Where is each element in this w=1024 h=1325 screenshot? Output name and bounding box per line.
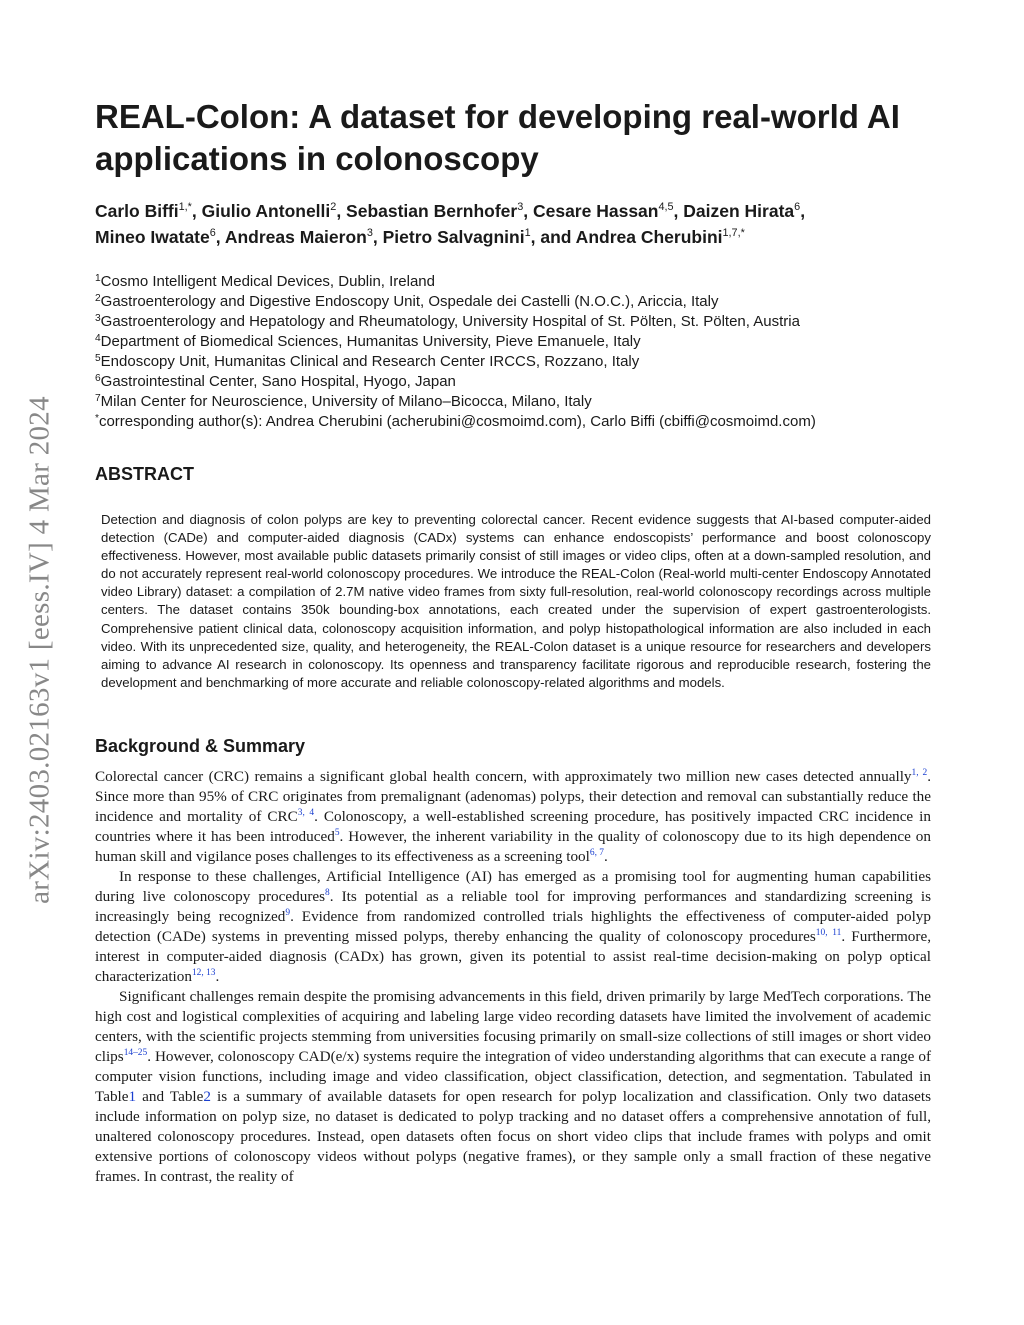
author [683, 201, 805, 221]
paragraph-text: Colorectal cancer (CRC) remains a significant global health concern, with approximately two million new cases detected annually [95, 767, 912, 785]
author-separator: , [336, 201, 347, 221]
affiliation-text: Gastroenterology and Hepatology and Rheumatology, University Hospital of St. Pölten, St. Pölten, Austria [100, 313, 800, 330]
paragraph-text: In response to these challenges, Artificial Intelligence (AI) has emerged as a promising tool for augmenting human capabilities during live colonoscopy procedures [95, 867, 931, 905]
affiliation-mark: 2 [95, 292, 101, 304]
affiliation-mark: 1 [95, 272, 101, 284]
affiliation-text: corresponding author(s): Andrea Cherubini (acherubini@cosmoimd.com), Carlo Biffi (cbiffi@cosmoimd.com) [98, 413, 816, 430]
paragraph-text: and Table [136, 1087, 204, 1105]
author-affil-mark: 1,* [178, 201, 192, 214]
affiliation-mark: 7 [95, 392, 101, 404]
paper-page [95, 96, 931, 1187]
author-name: Sebastian Bernhofer [346, 201, 518, 221]
author-name: Daizen Hirata [683, 201, 795, 221]
author-affil-mark: 3 [366, 227, 373, 240]
abstract-heading: ABSTRACT [95, 464, 194, 484]
author-affil-mark: 3 [517, 201, 524, 214]
citation-link[interactable]: 1, 2 [911, 767, 928, 778]
author-affil-mark: 6 [209, 227, 216, 240]
author-separator: , [372, 227, 383, 247]
author-name: Pietro Salvagnini [382, 227, 525, 247]
citation-link[interactable]: 14–25 [123, 1047, 148, 1058]
author-name: Giulio Antonelli [201, 201, 331, 221]
author-separator: , [523, 201, 533, 221]
author-separator: , [215, 227, 225, 247]
arxiv-sidebar [10, 330, 70, 970]
table-reference-link[interactable]: 1 [128, 1087, 137, 1105]
author [95, 201, 202, 221]
author-name: Mineo Iwatate [95, 227, 210, 247]
author-name: Andreas Maieron [224, 227, 367, 247]
body-paragraph [95, 867, 931, 987]
author-affil-mark: 4,5 [658, 201, 674, 214]
author-name: Carlo Biffi [95, 201, 179, 221]
citation-link[interactable]: 3, 4 [297, 807, 315, 818]
paragraph-text: . Its potential as a reliable tool for improving performances and standardizing screening is increasingly being recognized [95, 887, 931, 925]
body-paragraph [95, 987, 931, 1187]
author-name: Cesare Hassan [532, 201, 659, 221]
affiliation [95, 412, 931, 432]
author [202, 201, 346, 221]
affiliation-text: Gastroenterology and Digestive Endoscopy Unit, Ospedale dei Castelli (N.O.C.), Ariccia, Italy [100, 293, 719, 310]
author-separator: , [530, 227, 541, 247]
citation-link[interactable]: 6, 7 [589, 847, 604, 858]
paragraph-text: . However, colonoscopy CAD(e/x) systems require the integration of video understanding algorithms that can execute a range of computer vision functions, including image and video classification, object classification, detection, and segmentation. Tabulated in Table [95, 1047, 931, 1105]
author [383, 227, 541, 247]
affiliation [95, 352, 931, 372]
author [346, 201, 533, 221]
author-affil-mark: 6 [794, 201, 801, 214]
citation-link[interactable]: 10, 11 [815, 927, 842, 938]
author-affil-mark: 1 [524, 227, 531, 240]
paragraph-text: Significant challenges remain despite the promising advancements in this field, driven primarily by large MedTech corporations. The high cost and logistical complexities of acquiring and labeling large video recording datasets have limited the involvement of academic centers, with the scientific projects stemming from universities focusing primarily on small-size collections of still images or short video clips [95, 987, 931, 1065]
affiliation-mark: 4 [95, 332, 101, 344]
author-name: and Andrea Cherubini [540, 227, 723, 247]
paragraph-text: . Colonoscopy, a well-established screening procedure, has positively impacted CRC incidence in countries where it has been introduced [95, 807, 931, 845]
author-affil-mark: 2 [330, 201, 337, 214]
author [225, 227, 383, 247]
author-separator: , [673, 201, 684, 221]
author [95, 227, 225, 247]
paragraph-text: . However, the inherent variability in the quality of colonoscopy due to its high dependence on human skill and vigilance poses challenges to its effectiveness as a screening tool [95, 827, 931, 865]
author [533, 201, 683, 221]
paragraph-text: . Evidence from randomized controlled trials highlights the effectiveness of computer-aided polyp detection (CADe) systems in preventing missed polyps, thereby enhancing the quality of colonoscopy procedures [95, 907, 931, 945]
paper-title: REAL-Colon: A dataset for developing real-world AI applications in colonoscopy [95, 98, 900, 177]
arxiv-identifier: arXiv:2403.02163v1 [eess.IV] 4 Mar 2024 [23, 396, 56, 904]
author [540, 227, 744, 247]
affiliation-text: Cosmo Intelligent Medical Devices, Dublin, Ireland [100, 273, 435, 290]
affiliation-list [95, 272, 931, 432]
paragraph-text: . [603, 847, 608, 865]
affiliation-text: Milan Center for Neuroscience, University of Milano–Bicocca, Milano, Italy [100, 393, 592, 410]
paragraph-text: . Furthermore, interest in computer-aided diagnosis (CADx) has grown, given its potential to assist real-time decision-making on polyp optical characterization [95, 927, 931, 985]
affiliation-text: Endoscopy Unit, Humanitas Clinical and Research Center IRCCS, Rozzano, Italy [100, 353, 640, 370]
affiliation-text: Gastrointestinal Center, Sano Hospital, Hyogo, Japan [100, 373, 456, 390]
affiliation [95, 392, 931, 412]
paragraph-text: is a summary of available datasets for open research for polyp localization and classification. Only two datasets include information on polyp size, no dataset is dedicated to polyp tracking and no dataset offers a comprehensive annotation of full, unaltered colonoscopy procedures. Instead, open datasets often focus on short video clips that include frames with polyps and omit extensive portions of colonoscopy videos without polyps (negative frames), or they sample only a small fraction of these negative frames. In contrast, the reality of [95, 1087, 931, 1185]
affiliation [95, 372, 931, 392]
author-separator: , [191, 201, 202, 221]
affiliation-mark: 6 [95, 372, 101, 384]
affiliation-mark: 3 [95, 312, 101, 324]
paragraph-text: . Since more than 95% of CRC originates from premalignant (adenomas) polyps, their detection and removal can substantially reduce the incidence and mortality of CRC [95, 767, 931, 825]
affiliation-text: Department of Biomedical Sciences, Humanitas University, Pieve Emanuele, Italy [100, 333, 641, 350]
body-paragraph [95, 767, 931, 867]
citation-link[interactable]: 9 [285, 907, 291, 918]
abstract-text: Detection and diagnosis of colon polyps are key to preventing colorectal cancer. Recent evidence suggests that AI-based computer-aided detection (CADe) and computer-aided diagnosis (CADx) systems can enhance endoscopists’ performance and boost colonoscopy effectiveness. However, most available public datasets primarily consist of still images or video clips, often at a down-sampled resolution, and do not accurately represent real-world colonoscopy procedures. We introduce the REAL-Colon (Real-world multi-center Endoscopy Annotated video Library) dataset: a compilation of 2.7M native video frames from sixty full-resolution, real-world colonoscopy recordings across multiple centers. The dataset contains 350k bounding-box annotations, each created under the supervision of expert gastroenterologists. Comprehensive patient clinical data, colonoscopy acquisition information, and polyp histopathological information are also included in each video. With its unprecedented size, quality, and heterogeneity, the REAL-Colon dataset is a unique resource for researchers and developers aiming to advance AI research in colonoscopy. Its openness and transparency facilitate rigorous and reproducible research, fostering the development and benchmarking of more accurate and reliable colonoscopy-related algorithms and models. [101, 512, 931, 690]
affiliation [95, 312, 931, 332]
section-heading: Background & Summary [95, 735, 306, 756]
author-separator: , [800, 201, 806, 221]
affiliation-mark: 5 [95, 352, 101, 364]
body-text [95, 767, 931, 1187]
citation-link[interactable]: 8 [325, 887, 330, 898]
citation-link[interactable]: 5 [334, 827, 340, 838]
table-reference-link[interactable]: 2 [203, 1087, 211, 1105]
affiliation [95, 272, 931, 292]
author-affil-mark: 1,7,* [722, 227, 745, 240]
paragraph-text: . [215, 967, 220, 985]
affiliation [95, 332, 931, 352]
affiliation [95, 292, 931, 312]
affiliation-mark: * [95, 412, 99, 424]
citation-link[interactable]: 12, 13 [191, 967, 216, 978]
author-list [95, 198, 931, 250]
